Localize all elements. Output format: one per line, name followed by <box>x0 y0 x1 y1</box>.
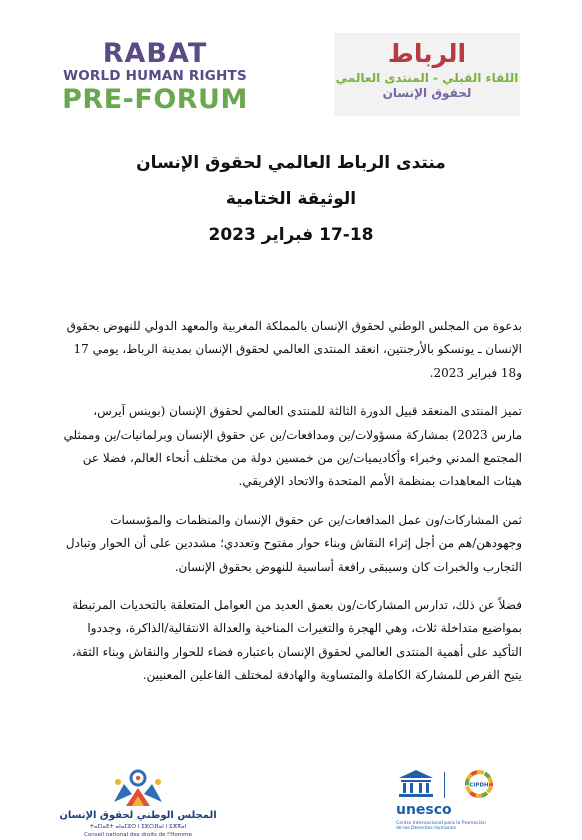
document-titles <box>0 152 582 246</box>
logo-ar-human-rights: لحقوق الإنسان <box>382 85 472 100</box>
cndh-name-tifinagh: ⵜⴰⵎⵏⴰⴹⵜ ⴰⵏⴰⵎⵓⵔ ⵏ ⵉⵣⵔⴼⴰⵏ ⵏ ⵓⴼⴳⴰⵏ <box>89 824 187 830</box>
cipdh-ring-icon <box>462 768 496 800</box>
cndh-name-fr: Conseil national des droits de l'Homme <box>84 832 192 838</box>
logo-en-rabat: RABAT <box>102 38 208 69</box>
logo-en-preforum: PRE-FORUM <box>62 83 248 115</box>
unesco-subtitle-line1: Centro Internacional para la Promoción <box>396 821 486 826</box>
logo-separator <box>444 772 445 798</box>
unesco-temple-icon <box>396 768 436 798</box>
paragraph: فضلاً عن ذلك، تدارس المشاركات/ون بعمق العديد من العوامل المتعلقة بالتحديات المرتبطة بمواضيع متداخلة ثلاث، وهي الهجرة والتغيرات المناخية والعدالة الانتقالية/الذاكرة، وجددوا التأكيد على أهمية المنتدى العالمي لحقوق الإنسان باعتباره فضاء للحوار والنقاش وبناء الثقة، يتيح الفرص للمشاركة الكاملة والمتساوية والهادفة لمختلف الفاعلين المعنيين. <box>71 598 522 683</box>
document-body <box>60 315 522 688</box>
rabat-preforum-logo-en <box>60 40 250 113</box>
rabat-preforum-logo-ar <box>334 33 520 116</box>
paragraph: تميز المنتدى المنعقد قبيل الدورة الثالثة للمنتدى العالمي لحقوق الإنسان (بوينس آيرس، مارس 2023) بمشاركة مسؤولات/ين ومدافعات/ين عن حقوق الإنسان وبرلمانيات/ين وممثلي المجتمع المدني وخبراء وأكاديميات/ين من خمسين دولة من مختلف أنحاء العالم، فضلا عن هيئات المعاهدات بمنظمة الأمم المتحدة والاتحاد الإفريقي. <box>63 404 522 489</box>
document-title: منتدى الرباط العالمي لحقوق الإنسان <box>136 153 446 173</box>
document-date: 17-18 فبراير 2023 <box>208 225 374 245</box>
cndh-name-ar: المجلس الوطني لحقوق الإنسان <box>59 810 217 821</box>
cndh-logo <box>58 760 218 840</box>
unesco-subtitle-line2: de los Derechos Humanos <box>396 826 456 832</box>
logo-ar-rabat: الرباط <box>387 39 467 68</box>
unesco-subtitle <box>396 821 526 832</box>
logo-en-whr: WORLD HUMAN RIGHTS <box>63 68 247 84</box>
cndh-emblem-icon <box>106 764 170 810</box>
document-subtitle: الوثيقة الختامية <box>225 189 357 209</box>
logo-ar-preforum: اللقاء القبلي - المنتدى العالمي <box>335 71 519 86</box>
cipdh-ring-label: CIPDH <box>469 782 489 789</box>
unesco-cipdh-logo <box>396 768 526 840</box>
paragraph: ثمن المشاركات/ون عمل المدافعات/ين عن حقوق الإنسان والمنظمات والمؤسسات وجهودهن/هم من أجل إثراء النقاش وبناء حوار مفتوح وتعددي؛ مشددين على أن الحوار وتبادل التجارب والخبرات كان وسيبقى رافعة أساسية للنهوض بحقوق الإنسان. <box>65 512 522 574</box>
unesco-wordmark: unesco <box>396 802 452 818</box>
paragraph: بدعوة من المجلس الوطني لحقوق الإنسان بالمملكة المغربية والمعهد الدولي للنهوض بحقوق الإنسان ـ يونسكو بالأرجنتين، انعقد المنتدى العالمي لحقوق الإنسان بمدينة الرباط، يومي 17 و18 فبراير 2023. <box>66 319 522 380</box>
